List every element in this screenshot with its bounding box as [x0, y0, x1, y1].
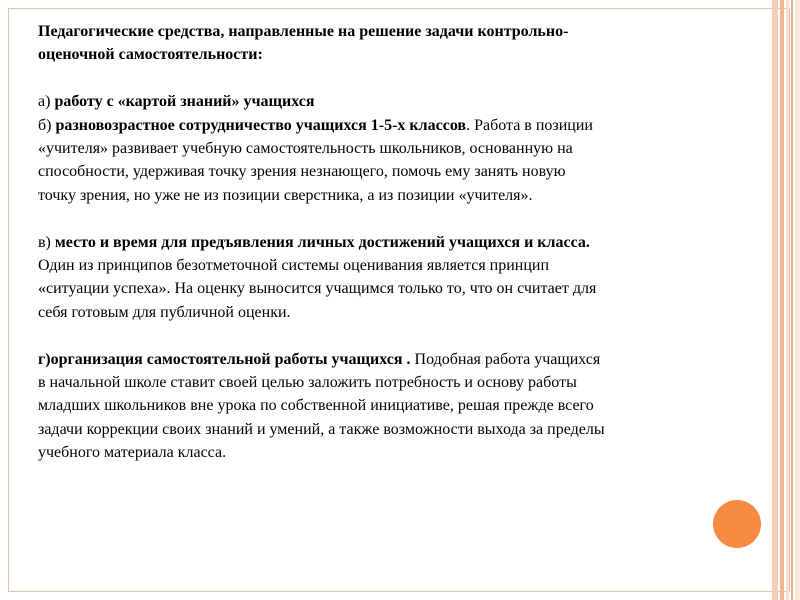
- slide-content: [38, 20, 763, 465]
- item-d: [38, 348, 763, 465]
- item-c-prefix: в): [38, 233, 55, 251]
- item-c-heading: место и время для предъявления личных достижений учащихся и класса.: [54, 233, 590, 251]
- item-d-text: Подобная работа учащихся: [410, 350, 601, 368]
- decorative-stripe: [780, 0, 784, 600]
- item-a: [38, 90, 763, 113]
- item-b-text: . Работа в позиции: [466, 116, 593, 134]
- item-a-prefix: а): [38, 93, 55, 111]
- item-b-text: «учителя» развивает учебную самостоятельность школьников, основанную на: [38, 140, 573, 158]
- title-line: оценочной самостоятельности:: [38, 46, 263, 64]
- decorative-stripe: [791, 0, 793, 600]
- title-line: Педагогические средства, направленные на решение задачи контрольно-: [38, 23, 569, 40]
- item-b-prefix: б): [38, 116, 56, 134]
- item-b-heading: разновозрастное сотрудничество учащихся 1-5-х классов: [55, 116, 467, 134]
- slide-title: [38, 20, 763, 67]
- decorative-stripe: [772, 0, 778, 600]
- item-d-heading: г)организация самостоятельной работы учащихся .: [38, 350, 411, 368]
- item-c-text: Один из принципов безотметочной системы оценивания является принцип: [38, 257, 550, 275]
- item-b-text: способности, удерживая точку зрения незнающего, помочь ему занять новую: [38, 163, 566, 181]
- decorative-stripe: [795, 0, 800, 600]
- item-b-text: точку зрения, но уже не из позиции сверстника, а из позиции «учителя».: [38, 186, 533, 204]
- item-c: [38, 231, 763, 325]
- item-d-text: в начальной школе ставит своей целью заложить потребность и основу работы: [38, 374, 577, 392]
- item-d-text: учебного материала класса.: [38, 444, 227, 462]
- item-a-heading: работу с «картой знаний» учащихся: [54, 93, 315, 111]
- item-c-text: «ситуации успеха». На оценку выносится учащимся только то, что он считает для: [38, 280, 597, 298]
- orange-circle-decoration: [713, 500, 761, 548]
- decorative-stripe: [786, 0, 789, 600]
- item-c-text: себя готовым для публичной оценки.: [38, 303, 291, 321]
- item-d-text: младших школьников вне урока по собственной инициативе, решая прежде всего: [38, 397, 594, 415]
- item-d-text: задачи коррекции своих знаний и умений, а также возможности выхода за пределы: [38, 420, 605, 438]
- item-b: [38, 114, 763, 208]
